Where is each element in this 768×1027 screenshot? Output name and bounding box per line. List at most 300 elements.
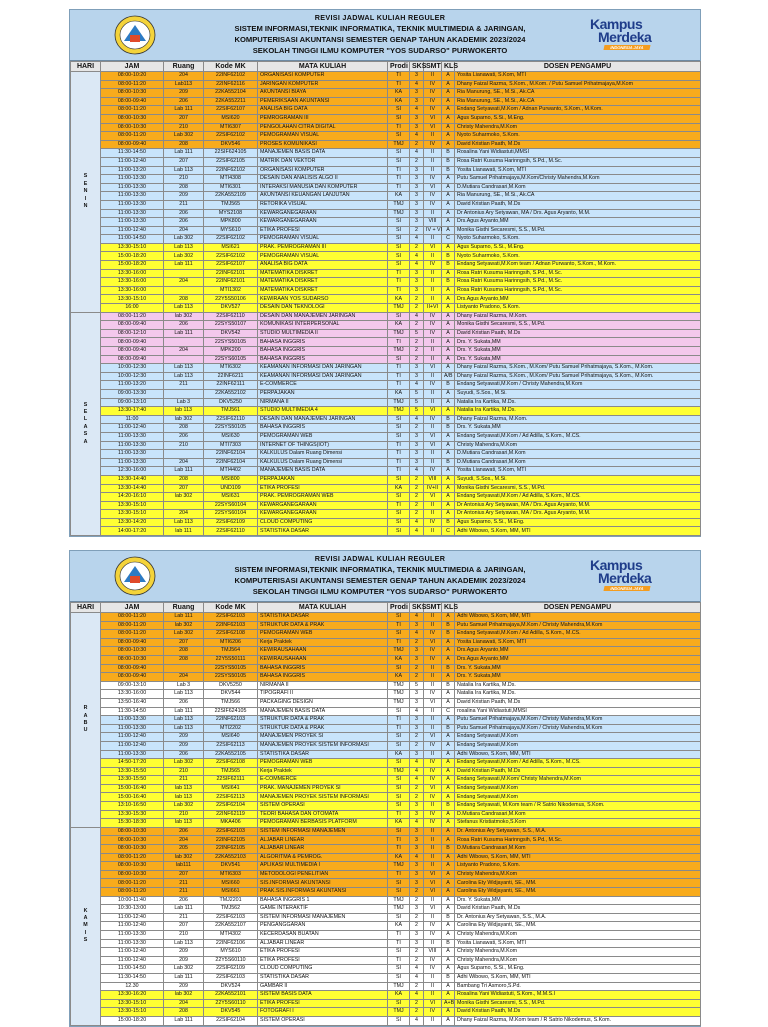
cell-prodi: SI	[388, 888, 410, 897]
cell-ruang: 210	[164, 123, 204, 132]
cell-dosen: Listyanto Pradono, S.Kom.	[455, 304, 701, 313]
cell-kls: A	[442, 922, 455, 931]
table-row	[71, 673, 701, 682]
cell-jam: 09:00-13:10	[101, 681, 164, 690]
cell-dosen: Endang Setyawati,M.Kom / Ad Adilla, S.Kom., M.CS.	[455, 432, 701, 441]
cell-dosen: Natalia Ira Kartika, M.Ds.	[455, 398, 701, 407]
cell-matakuliah: MANAJEMEN PROYEK SISTEM INFORMASI	[258, 793, 388, 802]
table-row	[71, 510, 701, 519]
cell-kls: A	[442, 97, 455, 106]
cell-jam: 08:00-11:20	[101, 312, 164, 321]
cell-ruang	[164, 355, 204, 364]
cell-dosen: Christy Mahendra,M.Kom	[455, 441, 701, 450]
cell-smt: IV	[424, 965, 442, 974]
cell-matakuliah: STRUKTUR DATA & PRAK	[258, 724, 388, 733]
cell-ruang: 208	[164, 1008, 204, 1017]
cell-prodi: SI	[388, 784, 410, 793]
cell-ruang: 204	[164, 458, 204, 467]
cell-kode: MTI4308	[204, 175, 258, 184]
cell-ruang: lab 302	[164, 312, 204, 321]
cell-smt: IV	[424, 321, 442, 330]
cell-smt: II	[424, 252, 442, 261]
cell-kls: A	[442, 733, 455, 742]
cell-kode: DKV542	[204, 329, 258, 338]
kampus-logo-text-mid: Merdeka	[598, 570, 652, 586]
cell-jam: 08:00-11:20	[101, 613, 164, 622]
cell-sks: 3	[410, 862, 424, 871]
cell-sks: 3	[410, 724, 424, 733]
table-row	[71, 252, 701, 261]
cell-kode: 22SIF62113	[204, 793, 258, 802]
cell-kls: A	[442, 1008, 455, 1017]
cell-dosen: Drs. Y. Sukata,MM	[455, 338, 701, 347]
cell-kode: 22SYS60105	[204, 355, 258, 364]
day-name: S E L A S A	[83, 401, 88, 445]
cell-kls: B	[442, 261, 455, 270]
cell-dosen: Endang Setyawati,M.Kom/ Christy Mahendra,M.Kom	[455, 776, 701, 785]
cell-prodi: SI	[388, 149, 410, 158]
cell-smt: II	[424, 355, 442, 364]
cell-prodi: SI	[388, 965, 410, 974]
cell-ruang: 207	[164, 870, 204, 879]
cell-prodi: TI	[388, 501, 410, 510]
cell-sks: 2	[410, 475, 424, 484]
cell-kls: A	[442, 819, 455, 828]
cell-jam: 12.30	[101, 982, 164, 991]
cell-ruang: 211	[164, 381, 204, 390]
cell-ruang: 204	[164, 347, 204, 356]
cell-matakuliah: GAMBAR II	[258, 982, 388, 991]
cell-smt: II	[424, 527, 442, 536]
cell-smt: IV	[424, 381, 442, 390]
table-row	[71, 698, 701, 707]
cell-smt: II	[424, 681, 442, 690]
cell-dosen: Dr. Antonius Ary Setyawan, S.S., M.A.	[455, 913, 701, 922]
cell-ruang: 211	[164, 913, 204, 922]
cell-prodi: TMJ	[388, 767, 410, 776]
cell-prodi: KA	[388, 750, 410, 759]
cell-matakuliah: STATISTIKA DASAR	[258, 527, 388, 536]
cell-jam: 11:00-13:30	[101, 716, 164, 725]
cell-kls: A	[442, 364, 455, 373]
cell-kode: 22SIF62103	[204, 973, 258, 982]
cell-ruang	[164, 664, 204, 673]
cell-kode: 22SIF62103	[204, 613, 258, 622]
cell-sks: 3	[410, 278, 424, 287]
table-row	[71, 879, 701, 888]
cell-kode: DKV544	[204, 690, 258, 699]
table-row	[71, 355, 701, 364]
cell-ruang: 210	[164, 810, 204, 819]
cell-matakuliah: DESAIN DAN MANAJEMEN JARINGAN	[258, 415, 388, 424]
cell-dosen: Bambang Tri Asmoro,S.Pd.	[455, 982, 701, 991]
cell-jam: 08:00-10:20	[101, 72, 164, 81]
cell-dosen: Yosita Lianawati, S.Kom, MTI	[455, 638, 701, 647]
cell-matakuliah: JARINGAN KOMPUTER	[258, 80, 388, 89]
cell-jam: 11:00-13:30	[101, 432, 164, 441]
cell-matakuliah: ALJABAR LINEAR	[258, 836, 388, 845]
cell-matakuliah: KEWARGANEGARAAN	[258, 501, 388, 510]
table-row	[71, 793, 701, 802]
cell-jam: 08:00-10:30	[101, 655, 164, 664]
cell-jam: 08:00-09:40	[101, 97, 164, 106]
cell-prodi: SI	[388, 518, 410, 527]
cell-prodi: SI	[388, 527, 410, 536]
cell-sks: 3	[410, 372, 424, 381]
kampus-logo-text-mid: Merdeka	[598, 29, 652, 45]
cell-matakuliah: ETIKA PROFESI	[258, 956, 388, 965]
cell-smt: IV	[424, 930, 442, 939]
cell-sks: 4	[410, 132, 424, 141]
table-row	[71, 888, 701, 897]
cell-jam: 13:30-14:20	[101, 518, 164, 527]
cell-sks: 4	[410, 381, 424, 390]
cell-ruang: 209	[164, 192, 204, 201]
cell-sks: 3	[410, 870, 424, 879]
stikom-logo-icon	[114, 556, 156, 596]
cell-kode: MTI6206	[204, 638, 258, 647]
cell-ruang: 206	[164, 97, 204, 106]
cell-sks: 3	[410, 621, 424, 630]
cell-jam: 10:30-13:00	[101, 905, 164, 914]
cell-kls: A	[442, 106, 455, 115]
col-header-jam: JAM	[101, 603, 164, 613]
title-line-1: REVISI JADWAL KULIAH REGULER	[314, 13, 446, 22]
cell-matakuliah: KEWIRAUSAHAAN	[258, 647, 388, 656]
table-row	[71, 484, 701, 493]
cell-jam: 13:30-15:50	[101, 767, 164, 776]
table-row	[71, 80, 701, 89]
cell-ruang: Lab 111	[164, 973, 204, 982]
cell-jam: 14:50-17:20	[101, 759, 164, 768]
cell-ruang: Lab 302	[164, 759, 204, 768]
cell-prodi: SI	[388, 493, 410, 502]
col-header-hari: HARI	[71, 603, 101, 613]
cell-jam: 08:00-09:40	[101, 673, 164, 682]
table-row	[71, 450, 701, 459]
col-header-matakuliah: MATA KULIAH	[258, 62, 388, 72]
cell-sks: 4	[410, 991, 424, 1000]
cell-dosen: Endang Setyawati,M.Kom / Ad Adilla, S.Kom., M.CS.	[455, 759, 701, 768]
cell-smt: VI	[424, 888, 442, 897]
cell-prodi: TI	[388, 836, 410, 845]
cell-sks: 5	[410, 329, 424, 338]
cell-matakuliah: SISTEM OPERASI	[258, 1016, 388, 1025]
cell-kls: A	[442, 467, 455, 476]
cell-matakuliah: STATISTIKA DASAR	[258, 973, 388, 982]
table-row	[71, 295, 701, 304]
cell-kode: 22SIF62110	[204, 415, 258, 424]
cell-kls: A	[442, 89, 455, 98]
cell-kls: A	[442, 501, 455, 510]
cell-dosen: Dhany Faizal Razma, S.Kom., M.Kom/ Putu Samuel Prihatmajaya, S.Kom., M.Kom.	[455, 372, 701, 381]
cell-kls: A	[442, 441, 455, 450]
cell-matakuliah: E-COMMERCE	[258, 776, 388, 785]
cell-jam: 11:00-13:30	[101, 458, 164, 467]
cell-matakuliah: STRUKTUR DATA & PRAK	[258, 621, 388, 630]
cell-jam: 13:30-16:00	[101, 286, 164, 295]
table-row	[71, 321, 701, 330]
col-header-jam: JAM	[101, 62, 164, 72]
cell-prodi: TMJ	[388, 1008, 410, 1017]
cell-kls: A	[442, 200, 455, 209]
cell-sks: 4	[410, 759, 424, 768]
cell-jam: 15:00-16:40	[101, 793, 164, 802]
cell-ruang: 204	[164, 226, 204, 235]
cell-matakuliah: METODOLOGI PENELITIAN	[258, 870, 388, 879]
cell-ruang	[164, 269, 204, 278]
cell-dosen: Dr Antonius Ary Setyawan, MA / Drs. Agus Aryanto, M.M.	[455, 501, 701, 510]
cell-sks: 3	[410, 750, 424, 759]
cell-kls: A	[442, 269, 455, 278]
table-row	[71, 389, 701, 398]
cell-smt: II	[424, 613, 442, 622]
cell-kls: A	[442, 80, 455, 89]
cell-ruang: Lab 111	[164, 707, 204, 716]
cell-jam: 09:00-13:30	[101, 389, 164, 398]
cell-prodi: KA	[388, 922, 410, 931]
cell-ruang: 208	[164, 655, 204, 664]
cell-dosen: Carolina Ety Widjayanti, SE., MM.	[455, 888, 701, 897]
cell-smt: IV	[424, 518, 442, 527]
col-header-kls: KLS	[442, 603, 455, 613]
cell-dosen: Rosa Ratri Kusuma Harinngsih, S.Pd., M.Sc.	[455, 278, 701, 287]
cell-prodi: KA	[388, 192, 410, 201]
table-row	[71, 398, 701, 407]
cell-smt: IV	[424, 467, 442, 476]
cell-smt: VI	[424, 364, 442, 373]
cell-ruang: 209	[164, 741, 204, 750]
table-row	[71, 149, 701, 158]
cell-matakuliah: KOMUNIKASI INTERPERSONAL	[258, 321, 388, 330]
cell-smt: II	[424, 72, 442, 81]
cell-jam: 11:00-13:30	[101, 209, 164, 218]
cell-matakuliah: SISTEM INFORMASI MANAJEMEN	[258, 913, 388, 922]
cell-dosen: Endang Setyawati,M.Kom / Ad Adilla, S.Kom., M.CS.	[455, 630, 701, 639]
table-row	[71, 690, 701, 699]
cell-dosen: Rosa Ratri Kusuma Harinngsih, S.Pd., M.Sc.	[455, 157, 701, 166]
cell-kode: 22INF62105	[204, 836, 258, 845]
table-row	[71, 527, 701, 536]
cell-kls: A	[442, 759, 455, 768]
cell-kls: A	[442, 965, 455, 974]
cell-jam: 11:30-14:50	[101, 149, 164, 158]
kampus-logo-tagline: INDONESIA JAYA	[603, 45, 650, 50]
cell-kode: 22Y5S60110	[204, 956, 258, 965]
cell-matakuliah: SISTEM INFORMASI MANAJEMEN	[258, 827, 388, 836]
cell-sks: 4	[410, 1016, 424, 1025]
cell-sks: 3	[410, 183, 424, 192]
cell-kls: A	[442, 475, 455, 484]
cell-matakuliah: ORGANISASI KOMPUTER	[258, 166, 388, 175]
cell-kls: B	[442, 415, 455, 424]
cell-smt: II	[424, 424, 442, 433]
cell-dosen: Putu Samuel Prihatmajaya,M.Kom / Christy Mahendra,M.Kom	[455, 621, 701, 630]
cell-matakuliah: PEMERIKSAAN AKUNTANSI	[258, 97, 388, 106]
table-row	[71, 741, 701, 750]
cell-smt: IV	[424, 415, 442, 424]
table-row	[71, 364, 701, 373]
cell-jam: 12:30-16:00	[101, 467, 164, 476]
cell-kode: MSI621	[204, 243, 258, 252]
cell-prodi: SI	[388, 415, 410, 424]
cell-smt: IV	[424, 741, 442, 750]
cell-kode: 22Y5S50106	[204, 295, 258, 304]
cell-ruang: 208	[164, 647, 204, 656]
cell-jam: 15:00-18:20	[101, 252, 164, 261]
cell-kode: 22SIF62102	[204, 132, 258, 141]
cell-kode: 22INF62111	[204, 381, 258, 390]
cell-sks: 3	[410, 450, 424, 459]
cell-kode: MSI631	[204, 493, 258, 502]
cell-sks: 3	[410, 905, 424, 914]
cell-matakuliah: TIPOGRAFI II	[258, 690, 388, 699]
cell-jam: 11:00-12:40	[101, 741, 164, 750]
cell-sks: 3	[410, 364, 424, 373]
cell-jam: 15:30-18:30	[101, 819, 164, 828]
table-row	[71, 948, 701, 957]
cell-matakuliah: STRUKTUR DATA & PRAK	[258, 716, 388, 725]
cell-smt: II	[424, 347, 442, 356]
cell-kode: 22SIF62110	[204, 527, 258, 536]
cell-matakuliah: MATEMATIKA DISKRET	[258, 278, 388, 287]
cell-smt: VI	[424, 432, 442, 441]
cell-prodi: SI	[388, 261, 410, 270]
cell-kls: A	[442, 140, 455, 149]
cell-ruang: 206	[164, 698, 204, 707]
kampus-merdeka-logo	[590, 17, 660, 51]
table-row	[71, 432, 701, 441]
cell-jam: 16:00	[101, 304, 164, 313]
cell-ruang: Lab 111	[164, 1016, 204, 1025]
cell-dosen: Drs. Y. Sukata,MM	[455, 424, 701, 433]
cell-kls: A	[442, 72, 455, 81]
cell-sks: 2	[410, 295, 424, 304]
cell-sks: 3	[410, 286, 424, 295]
cell-dosen: Rosa Ratri Kusuma Harinngsih, S.Pd., M.Sc.	[455, 269, 701, 278]
day-name: S E N I N	[83, 173, 88, 209]
cell-matakuliah: KEWIRAUSAHAAN	[258, 655, 388, 664]
cell-smt: II	[424, 149, 442, 158]
cell-smt: II	[424, 973, 442, 982]
col-header-ruang: Ruang	[164, 603, 204, 613]
cell-prodi: TI	[388, 123, 410, 132]
cell-smt: II	[424, 836, 442, 845]
cell-prodi: TMJ	[388, 862, 410, 871]
cell-ruang: Lab 111	[164, 467, 204, 476]
cell-smt: II	[424, 132, 442, 141]
cell-smt: IV	[424, 776, 442, 785]
cell-sks: 3	[410, 441, 424, 450]
table-row	[71, 1008, 701, 1017]
cell-ruang: Lab 302	[164, 235, 204, 244]
cell-sks: 4	[410, 106, 424, 115]
cell-prodi: KA	[388, 295, 410, 304]
cell-kode: TMJ2201	[204, 896, 258, 905]
cell-prodi: SI	[388, 707, 410, 716]
cell-prodi: SI	[388, 793, 410, 802]
cell-kode: 22INF62105	[204, 845, 258, 854]
cell-jam: 10:00-12:30	[101, 372, 164, 381]
cell-matakuliah: CLOUD COMPUTING	[258, 518, 388, 527]
cell-matakuliah: BAHASA INGGRIS	[258, 664, 388, 673]
cell-sks: 4	[410, 613, 424, 622]
cell-matakuliah: SISTEM BASIS DATA	[258, 991, 388, 1000]
cell-sks: 2	[410, 347, 424, 356]
cell-kls: A	[442, 638, 455, 647]
cell-dosen: Endang Setyawati, M.Kom team / R Satrio Nikodemus, S.Kom.	[455, 802, 701, 811]
cell-prodi: TI	[388, 845, 410, 854]
cell-dosen: Monika Gisthi Secaresmi, S.S., M.Pd.	[455, 484, 701, 493]
cell-ruang: 207	[164, 922, 204, 931]
cell-smt: IV	[424, 97, 442, 106]
cell-sks: 2	[410, 304, 424, 313]
cell-kode: 22INF6211	[204, 372, 258, 381]
cell-jam: 11:00-13:30	[101, 175, 164, 184]
cell-smt: IV	[424, 810, 442, 819]
table-row	[71, 965, 701, 974]
cell-dosen: David Kristian Paath, M.Ds	[455, 767, 701, 776]
cell-smt: II	[424, 510, 442, 519]
cell-sks: 2	[410, 664, 424, 673]
cell-dosen: Ria Manurung, SE., M.Si., Ak.CA	[455, 97, 701, 106]
cell-ruang: Lab 111	[164, 329, 204, 338]
cell-kls: A	[442, 716, 455, 725]
cell-dosen: Ria Manurung, SE., M.Si., Ak.CA	[455, 192, 701, 201]
cell-prodi: TI	[388, 724, 410, 733]
table-row	[71, 1016, 701, 1025]
cell-jam: 13:30-16:00	[101, 690, 164, 699]
cell-dosen: Monika Gisthi Secaresmi, S.S., M.Pd.	[455, 226, 701, 235]
cell-kode: MTI2202	[204, 724, 258, 733]
cell-jam: 08:00-10:30	[101, 870, 164, 879]
cell-dosen: Rosa Ratri Kusuma Harinngsih, S.Pd., M.Sc.	[455, 836, 701, 845]
table-row	[71, 200, 701, 209]
cell-dosen: Dhany Faizal Razma, S.Kom., M.Kom. / Putu Samuel Prihatmajaya,M.Kom	[455, 80, 701, 89]
cell-kls: A	[442, 407, 455, 416]
cell-smt: II	[424, 664, 442, 673]
schedule-sheet-2	[69, 550, 701, 1027]
cell-sks: 2	[410, 888, 424, 897]
cell-dosen: Endang Setyawati,M.Kom	[455, 741, 701, 750]
cell-prodi: TI	[388, 441, 410, 450]
table-row	[71, 518, 701, 527]
cell-kode: DKV527	[204, 304, 258, 313]
cell-smt: II	[424, 450, 442, 459]
cell-jam: 08:00-10:30	[101, 647, 164, 656]
cell-ruang: lab111	[164, 862, 204, 871]
table-row	[71, 269, 701, 278]
cell-kode: 22KA552103	[204, 853, 258, 862]
cell-kls: A	[442, 389, 455, 398]
cell-matakuliah: PENGOLAHAN CITRA DIGITAL	[258, 123, 388, 132]
cell-smt: VI	[424, 183, 442, 192]
cell-dosen: Dr. Antonius Ary Setyawan, S.S., M.A.	[455, 827, 701, 836]
cell-kls: A	[442, 132, 455, 141]
cell-jam: 13:30-15:10	[101, 510, 164, 519]
cell-jam: 14:00-17:20	[101, 527, 164, 536]
cell-dosen: David Kristian Paath, M.Ds	[455, 1008, 701, 1017]
cell-sks: 4	[410, 312, 424, 321]
cell-kode: MTI7303	[204, 441, 258, 450]
cell-kode: 22INF62101	[204, 269, 258, 278]
cell-matakuliah: ALJABAR LINEAR	[258, 845, 388, 854]
cell-ruang: Lab 113	[164, 364, 204, 373]
cell-ruang: 207	[164, 638, 204, 647]
cell-dosen: Adhi Wibowo, S.Kom, MM, MTI	[455, 613, 701, 622]
cell-smt: II	[424, 750, 442, 759]
cell-matakuliah: PRAK. PEMROGRAMAN WEB	[258, 493, 388, 502]
